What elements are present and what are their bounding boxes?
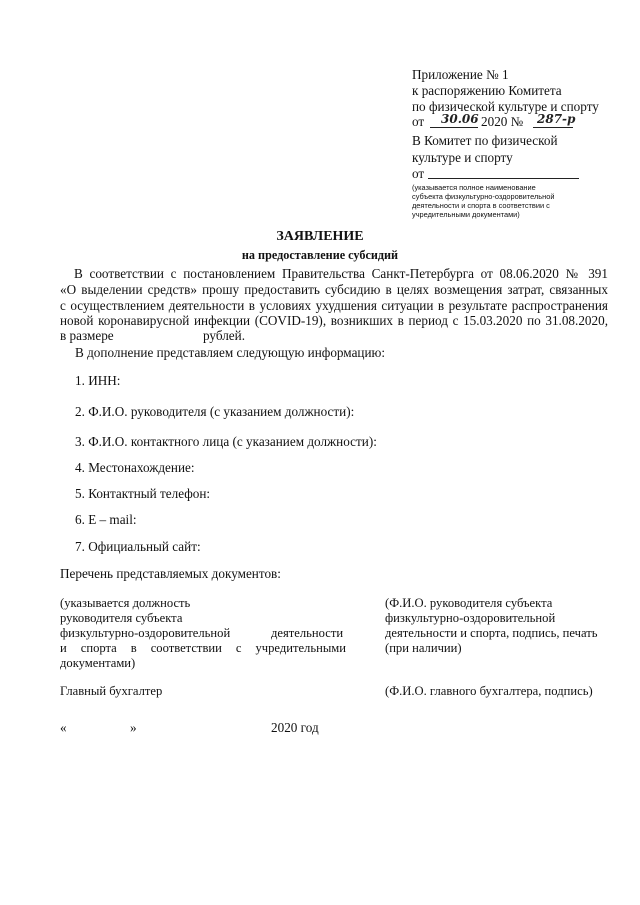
- item-location: 4. Местонахождение:: [75, 460, 195, 475]
- chief-accountant-label: Главный бухгалтер: [60, 684, 163, 698]
- item-contact-person: 3. Ф.И.О. контактного лица (с указанием должности):: [75, 434, 377, 449]
- paragraph-line-2: «О выделении средств» прошу предоставить субсидию в целях возмещения затрат, связанных: [60, 282, 608, 297]
- paragraph-line-3: с осуществлением деятельности в условиях ухудшения ситуации в результате распространения: [60, 298, 608, 313]
- date-quote-close: »: [130, 720, 137, 735]
- addition-line: В дополнение представляем следующую информацию:: [75, 345, 386, 360]
- hint-line-4: учредительными документами): [412, 210, 520, 219]
- footer-year: 2020 год: [271, 720, 319, 735]
- documents-list-label: Перечень представляемых документов:: [60, 566, 281, 581]
- date-prefix: от: [412, 114, 425, 129]
- date-handwritten: 30.06: [441, 112, 479, 126]
- document-title: ЗАЯВЛЕНИЕ: [276, 229, 364, 244]
- date-underline: [430, 127, 478, 128]
- item-inn: 1. ИНН:: [75, 373, 121, 388]
- document-subtitle: на предоставление субсидий: [241, 248, 399, 262]
- paragraph-line-1: В соответствии с постановлением Правительства Санкт-Петербурга от 08.06.2020 № 391: [74, 266, 608, 281]
- hint-line-2: субъекта физкультурно-оздоровительной: [412, 192, 555, 201]
- amount-label: в размере: [60, 328, 114, 343]
- amount-currency: рублей.: [203, 328, 246, 343]
- sign-right-line-3: деятельности и спорта, подпись, печать: [385, 626, 598, 640]
- paragraph-line-4: новой коронавирусной инфекции (COVID-19), возникших в период с 15.03.2020 по 31.08.2020,: [60, 313, 608, 328]
- appendix-line-3: по физической культуре и спорту: [412, 99, 599, 114]
- number-underline: [533, 127, 573, 128]
- item-website: 7. Официальный сайт:: [75, 539, 201, 554]
- sign-right-line-4: (при наличии): [385, 641, 462, 655]
- sign-left-line-1: (указывается должность: [60, 596, 191, 610]
- item-director: 2. Ф.И.О. руководителя (с указанием должности):: [75, 404, 355, 419]
- sign-left-line-4: и спорта в соответствии с учредительными: [60, 641, 346, 655]
- from-underline: [428, 178, 579, 179]
- hint-line-3: деятельности и спорта в соответствии с: [412, 201, 550, 210]
- sign-left-line-3a: физкультурно-оздоровительной: [60, 626, 231, 640]
- sign-right-line-2: физкультурно-оздоровительной: [385, 611, 556, 625]
- sign-left-line-3b: деятельности: [271, 626, 344, 640]
- date-quote-open: «: [60, 720, 67, 735]
- appendix-line-2: к распоряжению Комитета: [412, 83, 562, 98]
- item-email: 6. E – mail:: [75, 512, 137, 527]
- chief-accountant-hint: (Ф.И.О. главного бухгалтера, подпись): [385, 684, 593, 698]
- appendix-title: Приложение № 1: [412, 67, 509, 82]
- addressee-line-2: культуре и спорту: [412, 150, 513, 165]
- sign-left-line-5: документами): [60, 656, 136, 670]
- year-number-label: 2020 №: [481, 114, 524, 129]
- from-prefix: от: [412, 166, 425, 181]
- number-handwritten: 287-р: [537, 112, 576, 126]
- sign-left-line-2: руководителя субъекта: [60, 611, 183, 625]
- sign-right-line-1: (Ф.И.О. руководителя субъекта: [385, 596, 553, 610]
- addressee-line-1: В Комитет по физической: [412, 133, 558, 148]
- hint-line-1: (указывается полное наименование: [412, 183, 536, 192]
- item-phone: 5. Контактный телефон:: [75, 486, 211, 501]
